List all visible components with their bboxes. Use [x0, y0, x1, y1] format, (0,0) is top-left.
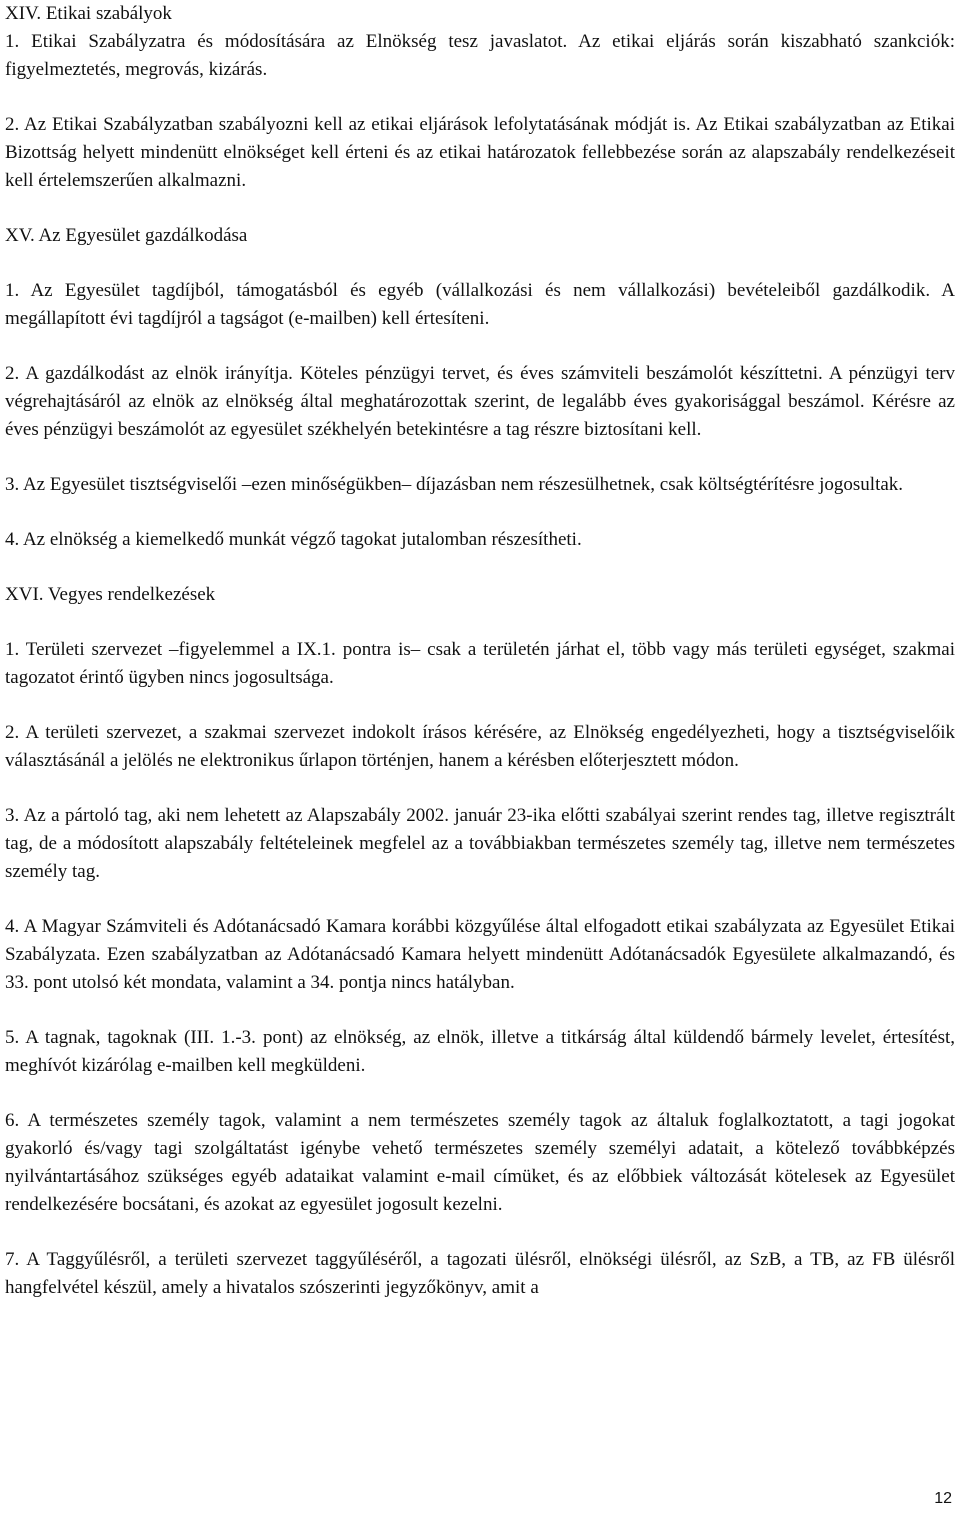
- paragraph: 2. A gazdálkodást az elnök irányítja. Köteles pénzügyi tervet, és éves számviteli beszámolót készíttetni. A pénzügyi terv végrehajtásáról az elnök az elnökség által meghatározottak szerint, de legalább éves gyakorisággal beszámol. Kérésre az éves pénzügyi beszámolót az egyesület székhelyén betekintésre a tag részre biztosítani kell.: [5, 363, 955, 440]
- section-title-xiv: XIV. Etikai szabályok: [5, 3, 172, 24]
- section-title-xv: XV. Az Egyesület gazdálkodása: [5, 225, 248, 246]
- paragraph: 1. Etikai Szabályzatra és módosítására az Elnökség tesz javaslatot. Az etikai eljárás során kiszabható szankciók: figyelmeztetés, megrovás, kizárás.: [5, 31, 955, 80]
- document-page: [5, 0, 955, 1302]
- paragraph: 1. Az Egyesület tagdíjból, támogatásból és egyéb (vállalkozási és nem vállalkozási) bevételeiből gazdálkodik. A megállapított évi tagdíjról a tagságot (e-mailben) kell értesíteni.: [5, 280, 955, 329]
- page-number: 12: [934, 1490, 952, 1507]
- paragraph: 4. A Magyar Számviteli és Adótanácsadó Kamara korábbi közgyűlése által elfogadott etikai szabályzata az Egyesület Etikai Szabályzata. Ezen szabályzatban az Adótanácsadó Kamara helyett mindenütt Adótanácsadók Egyesülete alkalmazandó, és 33. pont utolsó két mondata, valamint a 34. pontja nincs hatályban.: [5, 916, 955, 993]
- paragraph: 1. Területi szervezet –figyelemmel a IX.1. pontra is– csak a területén járhat el, több vagy más területi egységet, szakmai tagozatot érintő ügyben nincs jogosultsága.: [5, 639, 955, 688]
- paragraph: 2. Az Etikai Szabályzatban szabályozni kell az etikai eljárások lefolytatásának módját is. Az Etikai szabályzatban az Etikai Bizottság helyett mindenütt elnökséget kell érteni és az etikai határozatok fellebbezése során az alapszabály rendelkezéseit kell értelemszerűen alkalmazni.: [5, 114, 955, 191]
- paragraph: 3. Az Egyesület tisztségviselői –ezen minőségükben– díjazásban nem részesülhetnek, csak költségtérítésre jogosultak.: [5, 474, 904, 495]
- paragraph: 5. A tagnak, tagoknak (III. 1.-3. pont) az elnökség, az elnök, illetve a titkárság által küldendő bármely levelet, értesítést, meghívót kizárólag e-mailben kell megküldeni.: [5, 1027, 955, 1076]
- paragraph: 2. A területi szervezet, a szakmai szervezet indokolt írásos kérésére, az Elnökség engedélyezheti, hogy a tisztségviselőik választásánál a jelölés ne elektronikus űrlapon történjen, hanem a kérésben előterjesztett módon.: [5, 722, 955, 771]
- paragraph: 4. Az elnökség a kiemelkedő munkát végző tagokat jutalomban részesítheti.: [5, 529, 582, 550]
- paragraph: 6. A természetes személy tagok, valamint a nem természetes személy tagok az általuk foglalkoztatott, a tagi jogokat gyakorló és/vagy tagi szolgáltatást igénybe vehető természetes személy személyi adatait, a kötelező továbbképzés nyilvántartásához szükséges egyéb adataikat valamint e-mail címüket, és az előbbiek változását kötelesek az Egyesület rendelkezésére bocsátani, és azokat az egyesület jogosult kezelni.: [5, 1110, 955, 1215]
- section-title-xvi: XVI. Vegyes rendelkezések: [5, 584, 216, 605]
- paragraph: 3. Az a pártoló tag, aki nem lehetett az Alapszabály 2002. január 23-ika előtti szabályai szerint rendes tag, illetve regisztrált tag, de a módosított alapszabály feltételeinek megfelel az a továbbiakban természetes személy tag, illetve nem természetes személy tag.: [5, 805, 955, 882]
- paragraph: 7. A Taggyűlésről, a területi szervezet taggyűléséről, a tagozati ülésről, elnökségi ülésről, az SzB, a TB, az FB ülésről hangfelvétel készül, amely a hivatalos szószerinti jegyzőkönyv, amit a: [5, 1249, 955, 1298]
